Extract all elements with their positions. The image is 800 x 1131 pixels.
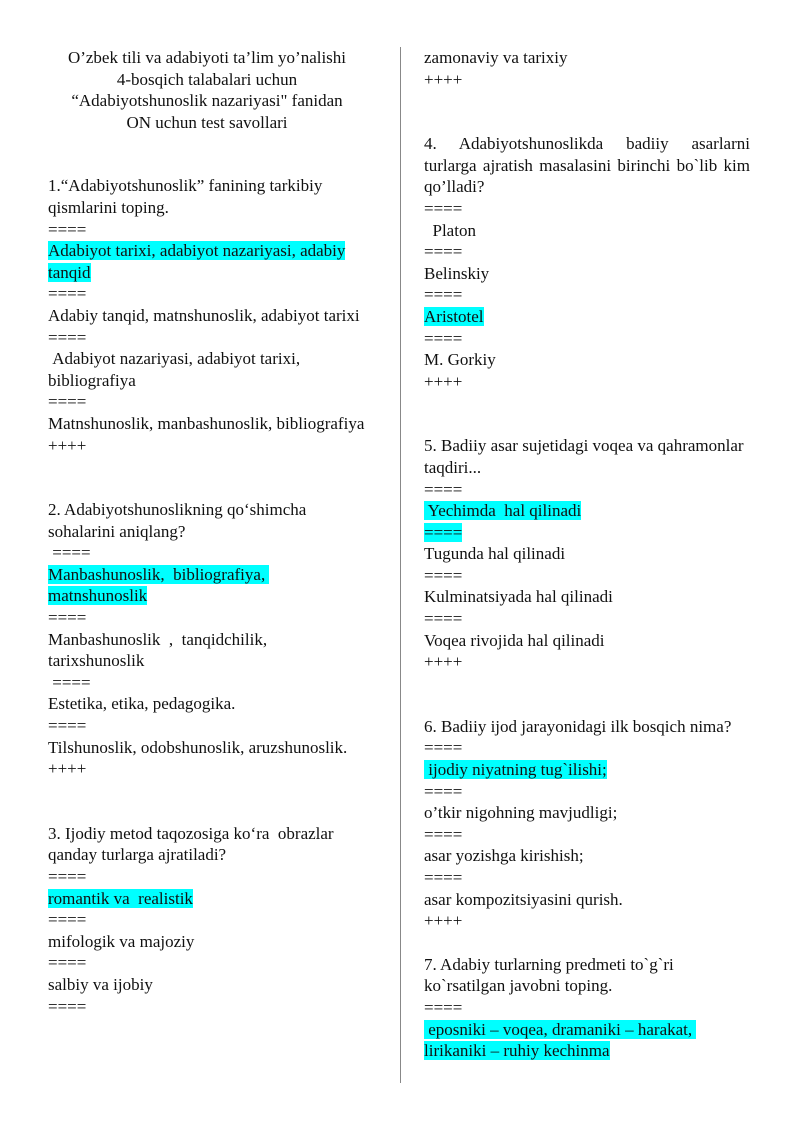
option-text: Aristotel <box>424 306 484 326</box>
question-text: 5. Badiiy asar sujetidagi voqea va qahramonlar taqdiri... <box>424 436 744 477</box>
option: salbiy va ijobiy <box>48 974 153 994</box>
separator-text: ==== <box>424 522 463 542</box>
option: Adabiy tanqid, matnshunoslik, adabiyot tarixi <box>48 305 360 325</box>
option: Belinskiy <box>424 263 490 283</box>
option-correct <box>48 564 366 607</box>
option: asar kompozitsiyasini qurish. <box>424 889 623 909</box>
option-separator: ==== <box>424 609 463 629</box>
option-separator: ==== <box>424 868 463 887</box>
question-4 <box>424 133 750 392</box>
option-separator: ==== <box>48 219 87 239</box>
question-text: 1.“Adabiyotshunoslik” fanining tarkibiy qismlarini toping. <box>48 176 323 217</box>
option-separator: ==== <box>424 824 463 844</box>
question-3-continued <box>424 47 750 90</box>
option: Tugunda hal qilinadi <box>424 544 566 564</box>
end-marker: ++++ <box>424 652 463 672</box>
question-text: 7. Adabiy turlarning predmeti to`g`ri ko`rsatilgan javobni toping. <box>424 954 674 996</box>
option: o’tkir nigohning mavjudligi; <box>424 803 618 823</box>
end-marker: ++++ <box>48 435 87 455</box>
option-separator: ==== <box>424 285 463 305</box>
option-separator: ==== <box>424 738 463 758</box>
option: Platon <box>424 220 476 240</box>
end-marker: ++++ <box>424 911 463 931</box>
option-separator: ==== <box>424 328 463 348</box>
option-correct <box>424 306 750 328</box>
option-text: Adabiyot tarixi, adabiyot nazariyasi, adabiy tanqid <box>48 241 346 282</box>
document-title <box>48 47 366 133</box>
question-3 <box>48 823 366 1017</box>
end-marker: ++++ <box>48 759 87 779</box>
right-column <box>424 47 750 1062</box>
question-text: 4. Adabiyotshunoslikda badiiy asarlarni turlarga ajratish masalasini birinchi bo`lib kim qo’lladi? <box>424 134 750 197</box>
end-marker: ++++ <box>424 69 463 89</box>
option: zamonaviy va tarixiy <box>424 48 568 67</box>
option-separator: ==== <box>424 479 463 499</box>
option-separator <box>48 542 366 564</box>
option-separator: ==== <box>48 327 87 347</box>
option: Kulminatsiyada hal qilinadi <box>424 587 613 607</box>
option-separator: ==== <box>424 565 463 585</box>
question-text: 6. Badiiy ijod jarayonidagi ilk bosqich nima? <box>424 716 732 736</box>
option: Matnshunoslik, manbashunoslik, bibliografiya <box>48 413 365 433</box>
option-separator: ==== <box>48 953 87 973</box>
option: asar yozishga kirishish; <box>424 846 584 866</box>
option-correct <box>424 500 750 522</box>
title-line-2: 4-bosqich talabalari uchun <box>116 69 298 89</box>
option-correct <box>424 1019 750 1062</box>
option-separator: ==== <box>424 198 463 218</box>
option: Manbashunoslik , tanqidchilik, tarixshunoslik <box>48 629 272 671</box>
option-separator: ==== <box>48 910 87 930</box>
title-line-1: O’zbek tili va adabiyoti ta’lim yo’nalishi <box>67 48 347 67</box>
option: mifologik va majoziy <box>48 931 195 951</box>
option-separator: ==== <box>48 996 87 1016</box>
option-text: Manbashunoslik, bibliografiya, matnshunoslik <box>48 564 270 606</box>
option-separator: ==== <box>48 608 87 628</box>
option: Estetika, etika, pedagogika. <box>48 694 236 714</box>
option-text: romantik va realistik <box>48 888 193 908</box>
option-separator: ==== <box>48 284 87 304</box>
end-marker: ++++ <box>424 371 463 391</box>
question-6 <box>424 716 750 932</box>
option: M. Gorkiy <box>424 350 496 370</box>
option: Tilshunoslik, odobshunoslik, aruzshunoslik. <box>48 737 348 757</box>
option-correct <box>48 240 366 283</box>
option-separator: ==== <box>48 867 87 886</box>
option-separator <box>424 522 750 544</box>
column-divider <box>400 47 401 1083</box>
option-correct <box>424 759 750 781</box>
option: Voqea rivojida hal qilinadi <box>424 630 605 650</box>
option-text: ijodiy niyatning tug`ilishi; <box>424 760 607 780</box>
option-separator: ==== <box>424 997 463 1017</box>
title-line-4: ON uchun test savollari <box>126 112 288 132</box>
question-1 <box>48 175 366 456</box>
option-separator: ==== <box>424 242 463 262</box>
option-correct <box>48 888 366 910</box>
option-text: Yechimda hal qilinadi <box>424 501 582 521</box>
question-text: 3. Ijodiy metod taqozosiga ko‘ra obrazlar qanday turlarga ajratiladi? <box>48 823 338 865</box>
option-separator: ==== <box>48 392 87 412</box>
option-separator: ==== <box>424 781 463 801</box>
separator-text: ==== <box>52 543 91 563</box>
option: Adabiyot nazariyasi, adabiyot tarixi, bibliografiya <box>48 349 305 390</box>
question-text: 2. Adabiyotshunoslikning qo‘shimcha sohalarini aniqlang? <box>48 500 307 541</box>
option-separator: ==== <box>48 716 87 736</box>
title-line-3: “Adabiyotshunoslik nazariyasi" fanidan <box>71 91 343 111</box>
question-2 <box>48 499 366 780</box>
option-separator <box>48 672 366 694</box>
separator-text: ==== <box>52 672 91 692</box>
question-7 <box>424 954 750 1062</box>
question-5 <box>424 435 750 673</box>
left-column <box>48 47 366 1017</box>
option-text: eposniki – voqea, dramaniki – harakat, lirikaniki – ruhiy kechinma <box>424 1019 697 1061</box>
